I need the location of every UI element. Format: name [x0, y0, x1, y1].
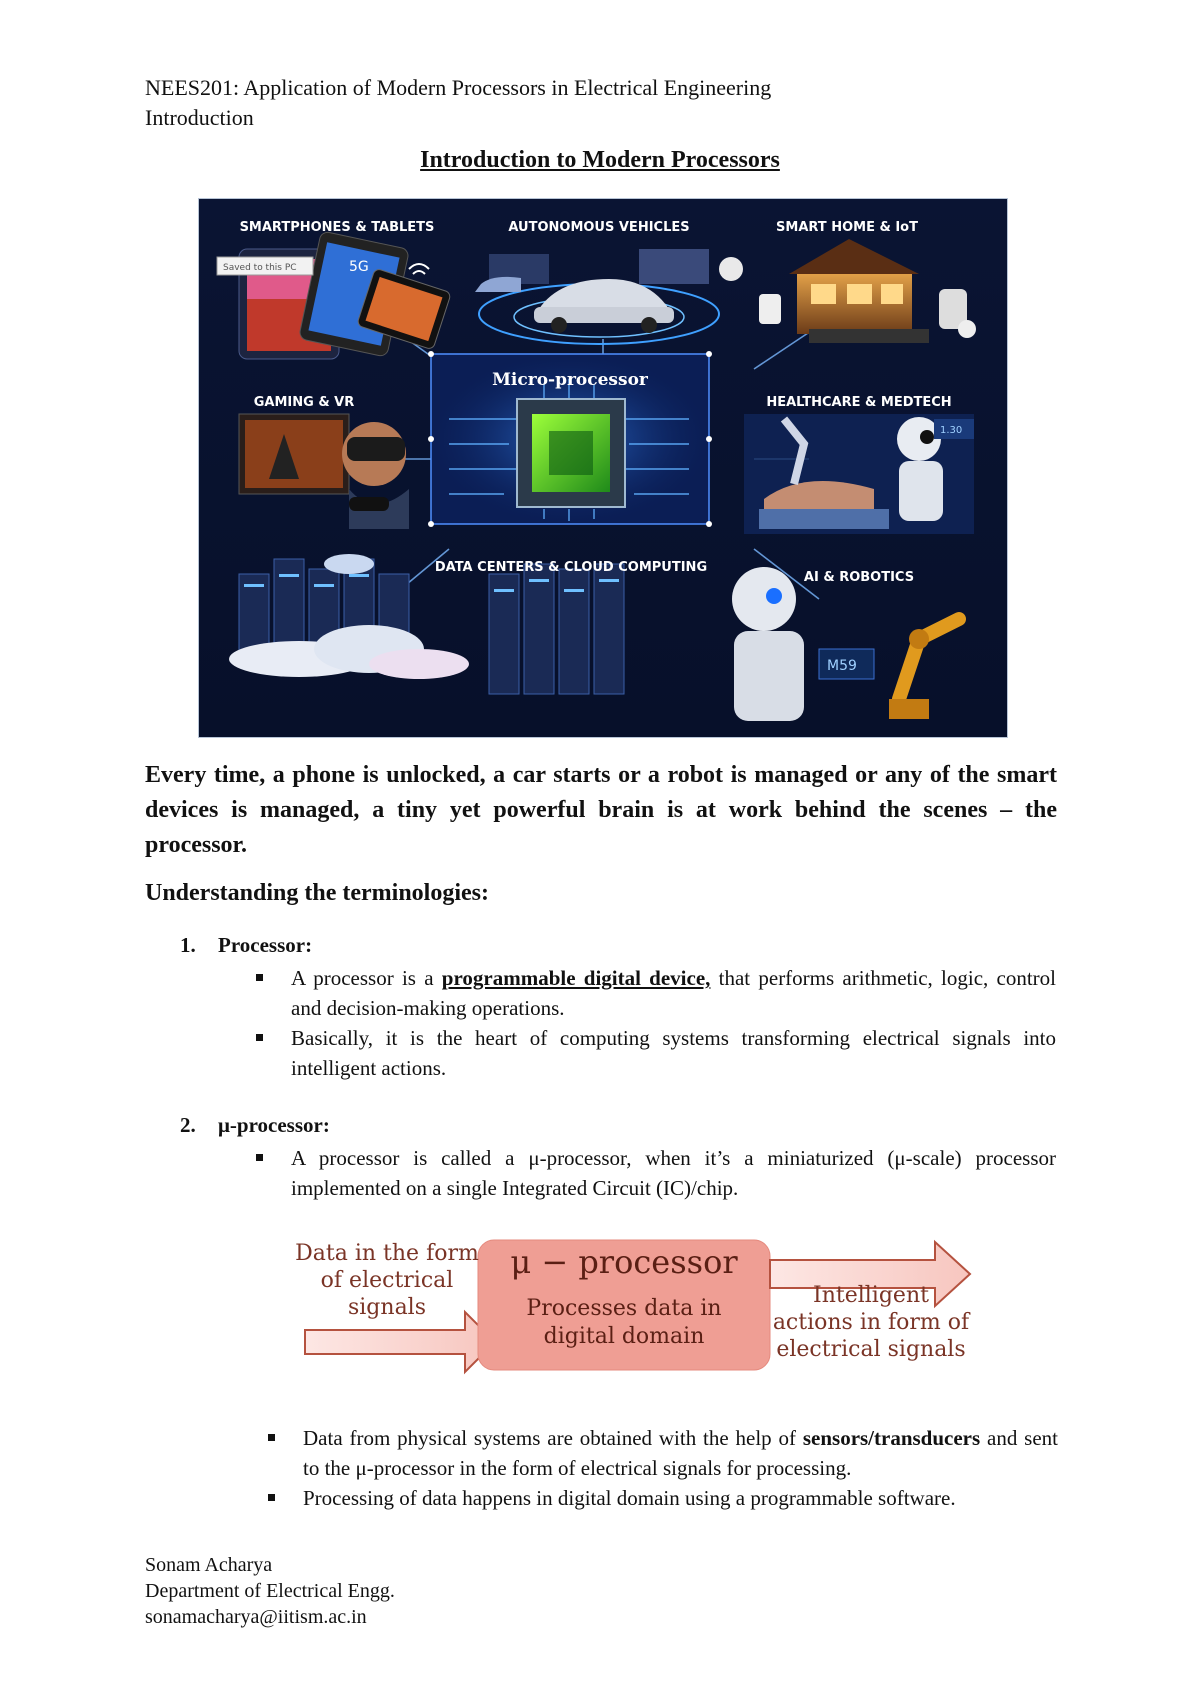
bullet-item: A processor is a programmable digital device, that performs arithmetic, logic, control and decision-making operations. — [256, 963, 1056, 1023]
box-line-2: digital domain — [543, 1324, 705, 1349]
author-name: Sonam Acharya — [145, 1554, 273, 1576]
output-label-2: actions in form of — [772, 1310, 970, 1335]
label-gaming: GAMING & VR — [253, 395, 355, 410]
box-title: μ − processor — [510, 1243, 738, 1281]
lead-paragraph: Every time, a phone is unlocked, a car starts or a robot is managed or any of the smart devices is managed, a tiny yet powerful brain is at work behind the scenes – the processor. — [145, 762, 1057, 858]
label-vehicles: AUTONOMOUS VEHICLES — [508, 220, 690, 235]
svg-text:Saved to this PC: Saved to this PC — [223, 263, 297, 273]
section-heading: Understanding the terminologies: — [145, 880, 489, 906]
input-label-1: Data in the form — [295, 1241, 479, 1266]
output-label-3: electrical signals — [776, 1337, 966, 1362]
bullet-item: Processing of data happens in digital domain using a programmable software. — [268, 1483, 1058, 1513]
label-smart-home: SMART HOME & IoT — [776, 220, 918, 235]
item-1-heading: Processor: — [218, 933, 313, 957]
applications-figure — [198, 198, 1008, 738]
item-2-heading: μ-processor: — [218, 1113, 330, 1137]
label-healthcare: HEALTHCARE & MEDTECH — [766, 395, 952, 410]
svg-text:1.30: 1.30 — [940, 425, 963, 436]
bullet-marker — [256, 974, 263, 981]
svg-text:5G: 5G — [349, 259, 369, 275]
box-line-1: Processes data in — [526, 1296, 722, 1321]
page-title: Introduction to Modern Processors — [420, 147, 780, 173]
label-datacenters: DATA CENTERS & CLOUD COMPUTING — [434, 560, 708, 575]
bullet-item: Basically, it is the heart of computing systems transforming electrical signals into intelligent actions. — [256, 1023, 1056, 1083]
healthcare-tile — [744, 414, 974, 534]
label-ai-robotics: AI & ROBOTICS — [803, 570, 915, 585]
microprocessor-center — [428, 351, 712, 527]
key-term: programmable digital device, — [441, 966, 711, 990]
input-label-3: signals — [347, 1295, 427, 1320]
author-email[interactable]: sonamacharya@iitism.ac.in — [145, 1606, 367, 1628]
label-smartphones: SMARTPHONES & TABLETS — [239, 220, 435, 235]
bullet-marker — [256, 1034, 263, 1041]
bullet-marker — [268, 1494, 275, 1501]
item-2-number: 2. — [180, 1113, 196, 1137]
course-title: NEES201: Application of Modern Processors in Electrical Engineering — [145, 75, 772, 100]
bullet-item: Data from physical systems are obtained with the help of sensors/transducers and sent to the μ-processor in the form of electrical signals for processing. — [268, 1423, 1058, 1483]
footer — [145, 1552, 395, 1630]
key-term: sensors/transducers — [802, 1426, 981, 1450]
bullet-marker — [268, 1434, 275, 1441]
item-1-number: 1. — [180, 933, 196, 957]
input-label-2: of electrical — [320, 1268, 454, 1293]
svg-text:Micro-processor: Micro-processor — [492, 370, 648, 390]
bullet-item: A processor is called a μ-processor, when it’s a miniaturized (μ-scale) processor implemented on a single Integrated Circuit (IC)/chip. — [256, 1143, 1056, 1203]
input-arrow — [305, 1312, 495, 1372]
chapter-title: Introduction — [145, 105, 254, 130]
output-label-1: Intelligent — [813, 1283, 929, 1308]
svg-text:M59: M59 — [827, 658, 857, 674]
bullet-marker — [256, 1154, 263, 1161]
author-department: Department of Electrical Engg. — [145, 1580, 395, 1602]
processor-block-diagram — [295, 1230, 985, 1380]
